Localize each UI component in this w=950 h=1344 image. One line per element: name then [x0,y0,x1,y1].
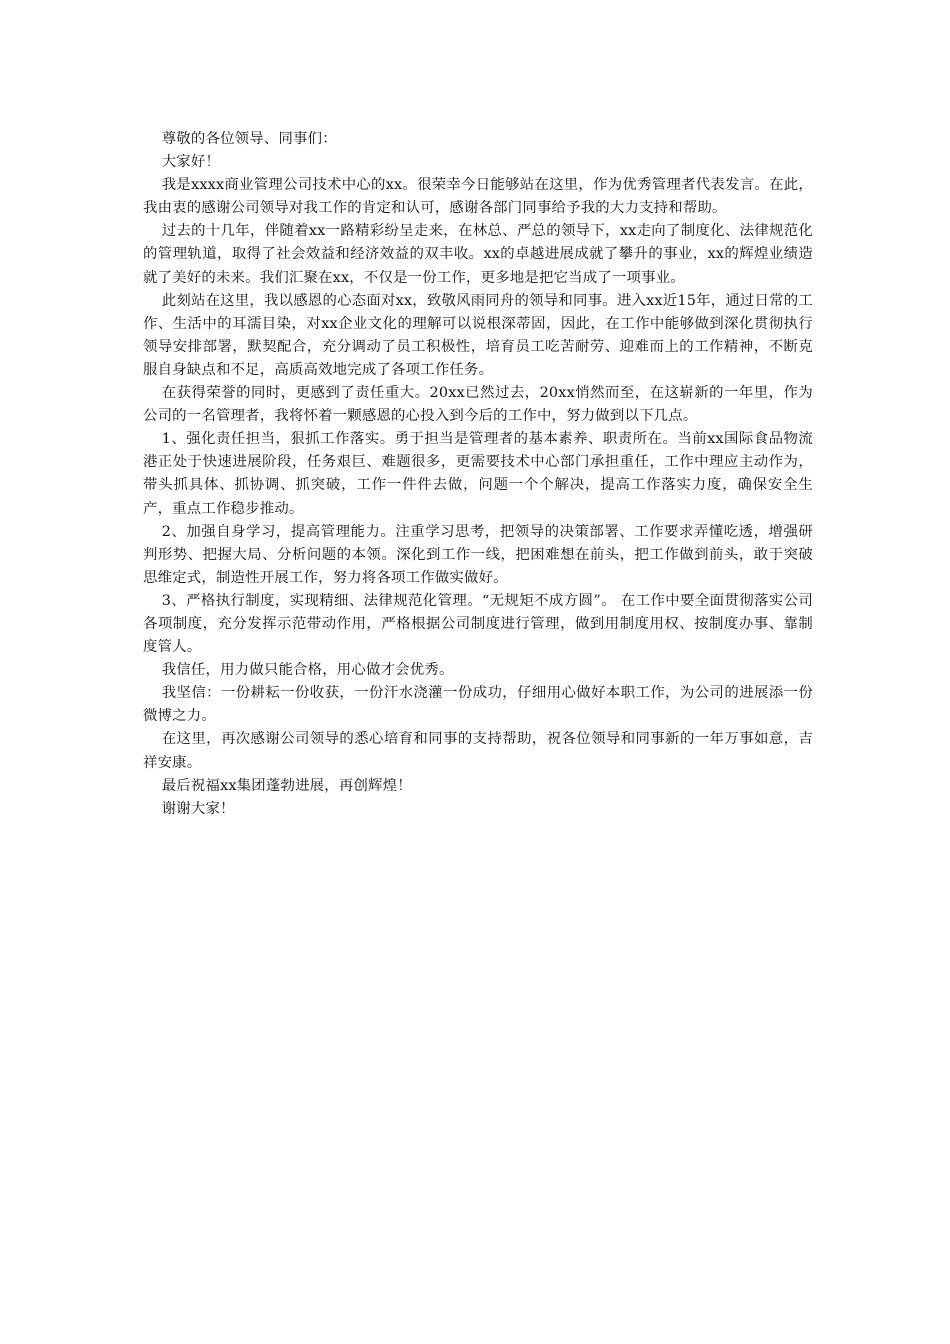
closing: 谢谢大家！ [161,800,235,817]
paragraph-introduction: 我是xxxx商业管理公司技术中心的xx。很荣幸今日能够站在这里，作为优秀管理者代表发言。在此，我由衷的感谢公司领导对我工作的肯定和认可，感谢各部门同事给予我的大力支持和帮助。 [143,177,813,217]
paragraph-point-1: 1、强化责任担当，狠抓工作落实。勇于担当是管理者的基本素养、职责所在。当前xx国际食品物流港正处于快速进展阶段，任务艰巨、难题很多，更需要技术中心部门承担重任，工作中理应主动作为，带头抓具体、抓协调、抓突破，工作一件件去做，问题一个个解决，提高工作落实力度，确保安全生产，重点工作稳步推动。 [143,431,813,517]
paragraph-responsibility: 在获得荣誉的同时，更感到了责任重大。20xx已然过去，20xx悄然而至，在这崭新的一年里，作为公司的一名管理者，我将怀着一颗感恩的心投入到今后的工作中，努力做到以下几点。 [143,385,813,425]
paragraph-blessing: 最后祝福xx集团蓬勃进展，再创辉煌！ [161,777,412,794]
paragraph-gratitude: 此刻站在这里，我以感恩的心态面对xx，致敬风雨同舟的领导和同事。进入xx近15年，通过日常的工作、生活中的耳濡目染，对xx企业文化的理解可以说根深蒂固，因此，在工作中能够做到深化贯彻执行领导安排部署，默契配合，充分调动了员工积极性，培育员工吃苦耐劳、迎难而上的工作精神，不断克服自身缺点和不足，高质高效地完成了各项工作任务。 [143,292,813,378]
paragraph-point-2: 2、加强自身学习，提高管理能力。注重学习思考，把领导的决策部署、工作要求弄懂吃透，增强研判形势、把握大局、分析问题的本领。深化到工作一线，把困难想在前头，把工作做到前头，敢于突破思维定式，制造性开展工作，努力将各项工作做实做好。 [143,523,813,586]
paragraph-belief: 我信任，用力做只能合格，用心做才会优秀。 [161,662,454,679]
paragraph-history: 过去的十几年，伴随着xx一路精彩纷呈走来，在林总、严总的领导下，xx走向了制度化、法律规范化的管理轨道，取得了社会效益和经济效益的双丰收。xx的卓越进展成就了攀升的事业，xx的辉煌业绩造就了美好的未来。我们汇聚在xx，不仅是一份工作，更多地是把它当成了一项事业。 [143,223,813,286]
document-body [143,128,813,821]
paragraph-conviction: 我坚信：一份耕耘一份收获，一份汗水浇灌一份成功，仔细用心做好本职工作，为公司的进展添一份微博之力。 [143,685,813,725]
paragraph-point-3: 3、严格执行制度，实现精细、法律规范化管理。“无规矩不成方圆”。 在工作中要全面贯彻落实公司各项制度，充分发挥示范带动作用，严格根据公司制度进行管理，做到用制度用权、按制度办事、靠制度管人。 [143,592,813,656]
greeting: 大家好！ [161,154,221,171]
salutation: 尊敬的各位领导、同事们： [161,131,337,147]
paragraph-thanks: 在这里，再次感谢公司领导的悉心培育和同事的支持帮助，祝各位领导和同事新的一年万事如意，吉祥安康。 [143,731,813,771]
